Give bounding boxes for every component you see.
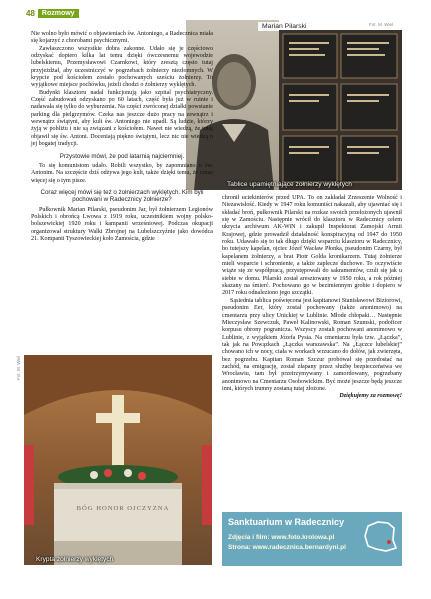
- info-box-title: Sanktuarium w Radecznicy: [228, 517, 345, 527]
- info-line-photos: [228, 534, 334, 541]
- left-column: [31, 31, 213, 243]
- paragraph: Sąsiednia tablica poświęcona jest kapitanowi Stanisławowi Biziorowi, pseudonim Eer, który został pochowany (także anonimowo) na cmentarzu przy ulicy Unickiej w Lublinie. Młode chłopaki… Następnie Mieczysław Szewczuk, Paweł Kalinowski, Roman Szumski, podoficer korpusu obrony pogranicza. Wszyscy zostali pochowani anonimowo w Lublinie, z wyjątkiem Józefa Pysia. Na cmentarzu była tzw. „Łączka”, tak jak na Powązkach „Łączka warszawska”. Na „Łączce lubelskiej” chowano ich w nocy, ciała w workach wrzucano do dołów, jak zwierzęta, bez pogrzebu. Kapitan Roman Szczur probował się przedostać na zachód, na emigrację, został złapany przez służbę bezpieczeństwa we Wrocławiu, tam był przetrzymywany i zamordowany, pogrzebany anonimowo na Cmentarzu Osobowickim. Być może jeszcze będą jeszcze inni, których trumny zostaną tutaj złożone.: [222, 297, 402, 392]
- poland-map-icon: [362, 518, 398, 554]
- interview-question: Coraz więcej mówi się też o żołnierzach wyklętych. Kim byli pochowani w Radecznicy żołnierze?: [40, 188, 204, 204]
- website-link[interactable]: www.radecznica.bernardyni.pl: [252, 544, 346, 551]
- crypt-credit: Fot. M. Wiel: [16, 355, 21, 380]
- crypt-photo: [24, 355, 212, 565]
- info-box: [222, 512, 402, 566]
- crypt-graphic: [24, 355, 212, 565]
- page-number: 48: [26, 9, 35, 18]
- page-header: [26, 9, 79, 18]
- crypt-inscription: BÓG HONOR OJCZYZNA: [76, 505, 170, 512]
- plaques-caption: Tablice upamiętniające żołnierzy wyklętych: [227, 181, 352, 188]
- paragraph: To się komunistom udało. Robili wszystko, by zapomniano o św. Antonim. Na szczęście dziś odżywa jego kult, także dzięki temu, że coraz więcej się o tym pisze.: [31, 162, 213, 184]
- section-label: Rozmowy: [38, 9, 79, 18]
- info-label: Zdjęcia i film:: [228, 534, 270, 541]
- paragraph: Nie wolno było mówić o objawieniach św. Antoniego, a Radecznica miała się kojarzyć z chorobami psychicznymi.: [31, 31, 213, 45]
- interview-question: Przystowie mówi, że pod latarnią najciemniej.: [59, 152, 185, 160]
- info-label: Strona:: [228, 544, 251, 551]
- portrait-credit: Fot. M. Wiel: [369, 22, 394, 27]
- crypt-caption: Krypta żołnierzy wyklętych: [36, 556, 114, 563]
- paragraph: Zawłaszczono wszystkie dobra zakonne. Udało się je częściowo odzyskać dopiero kilka lat temu dzięki ówczesnemu wojewodzie lubelskiemu, Przemysławowi Czarnkowi, który zresztą często tutaj przyjeżdżał, aby uczestniczyć w pogrzebach żołnierzy niezłomnych. W krypcie pod kościołem zostało pochowanych sześciu żołnierzy. To wyjątkowe miejsce pochówku, jeżeli chodzi o żołnierzy wyklętych.: [31, 45, 213, 89]
- photos-link[interactable]: www.foto.krolowa.pl: [271, 534, 335, 541]
- paragraph: Pułkownik Marian Pilarski, pseudonim Jar, był żołnierzem Legionów Polskich i obrońcą Lwowa z 1919 roku, uczestnikiem wojny polsko-bolszewickiej 1920 roku i kampanii wrześniowej. Podczas okupacji organizował struktury Walki Zbrojnej na Lubelszczyźnie jako dowódca 21. Kompanii Tyszowieckiej koło Zamościa, gdzie: [31, 206, 213, 243]
- plaques-graphic: [279, 30, 402, 190]
- portrait-name: Marian Pilarski: [258, 22, 311, 31]
- info-line-site: [228, 544, 346, 551]
- plaques-photo: [279, 30, 402, 190]
- closing-thanks: Dziękujemy za rozmowę!: [339, 393, 402, 400]
- paragraph: chronił uciekinierów przed UPA. To on zakładał Zrzeszenie Wolność i Niezawisłość. Kiedy w 1947 roku komuniści nakazali, aby ujawniać się i składać broń, pułkownik Pilarski na rozkaz swoich przełożonych ujawnił się w Zamościu. Następnie wrócił do klasztoru w Radecznicy celem ukrycia archiwum AK-WiN i zakupił Inspektorat Zamojski Armii Krajowej, gdzie prowadził działalność konspiracyjną od 1947 do 1950 roku. Udawało się to tak długo dzięki wsparciu klasztoru w Radecznicy, bo tutejszy kapelan, ojciec Józef Wacław Płonka, pseudonim Czarny, był kapelanem żołnierzy, a brat Piotr Golda kronikarzem. Tutaj żołnierze mieli wsparcie i schronienie, a także zaplecze duchowe. To oczywiście wiąże się ze współpracą, przystępowali do sakramentów, czuli się jak u siebie w domu. Pilarski został aresztowany w 1950 roku, a rok później skazany na śmierć. Pochowano go w bezimiennym grobie i dopiero w 2017 roku odnaleziono jego szczątki.: [222, 195, 402, 297]
- right-column: [222, 195, 402, 401]
- paragraph: Budynki klasztoru nadal funkcjonują jako szpital psychiatryczny. Część zabudowań odzyskano po 60 latach, część była już w ruinie i nadawała się tylko do wyburzenia. Na części zwróconej działki powstanie parking dla pielgrzymów. Czeka nas jeszcze dużo pracy na zewnątrz i wewnątrz świątyni, aby kult św. Antoniego nie upadł. Są ludzie, którzy żyją w pobliżu i nie są związani z kościołem. Nawet nie wiedzą, że tutaj objawił się św. Antoni. Doceniają piękno świątyni, lecz nic nie wiedzą o jej bogatej tradycji.: [31, 89, 213, 148]
